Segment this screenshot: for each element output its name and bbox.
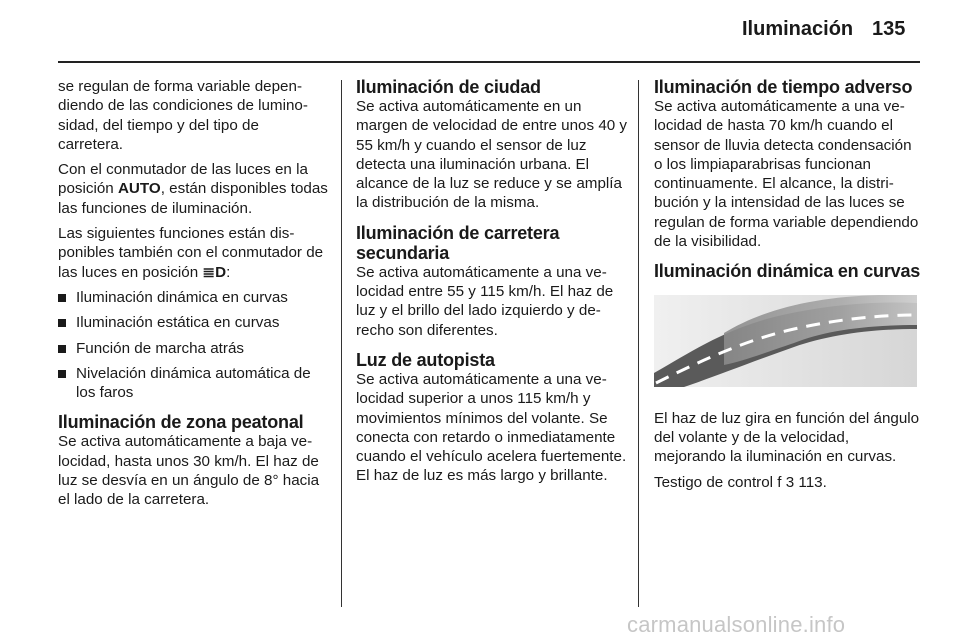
page-number: 135 [872,18,906,40]
text-span: Las siguientes funciones están disponibles también con el conmutador de las luces en posición [58,225,324,281]
heading-secondary-road: Iluminación de carretera secundaria [356,222,560,263]
page-reference-arrow-icon: 3 [785,473,795,491]
column-2 [356,77,628,492]
paragraph-warning-light [654,473,922,492]
paragraph-dynamic-curve: El haz de luz gira en función del ángulo del volante y de la velocidad, mejorando la iluminación en curvas. [654,409,920,466]
heading-city-lighting: Iluminación de ciudad [356,77,541,97]
column-divider-2 [638,80,639,607]
light-switch-symbol: ≣D [202,263,227,281]
section-title: Iluminación [742,18,854,40]
paragraph-city-lighting: Se activa automáticamente en un margen de velocidad de entre unos 40 y 55 km/h y cuando el sensor de luz detecta una iluminación urbana. El alcance de la luz se reduce y se amplía la distribución de la misma. [356,98,628,212]
text-span: Con el conmutador de las luces en la posición [58,161,308,198]
heading-dynamic-curve: Iluminación dinámica en curvas [654,261,921,282]
list-item [58,288,328,307]
heading-motorway-light: Luz de autopista [356,349,495,370]
paragraph-motorway-light: Se activa automáticamente a una velocidad superior a unos 115 km/h y movimientos mínimos del volante. Se conecta con retardo o inmediatamente cuando el vehículo acelera fuertemente. El haz de luz es más largo y brillante. [356,370,627,485]
watermark: carmanualsonline.info [627,612,846,637]
list-item-text: Nivelación dinámica automática de los faros [76,364,311,402]
list-item [58,313,328,332]
header-rule [58,61,920,63]
paragraph-secondary-road: Se activa automáticamente a una velocidad entre 55 y 115 km/h. El haz de luz y el brillo del lado izquierdo y derecho son diferentes. [356,263,614,339]
paragraph-intro: se regulan de forma variable dependiendo de las condiciones de luminosidad, del tiempo y del tipo de carretera. [58,78,308,153]
bullet-icon [58,294,66,302]
bullet-icon [58,370,66,378]
text-span: : [226,263,231,281]
paragraph-adverse-weather: Se activa automáticamente a una velocidad de hasta 70 km/h cuando el sensor de lluvia detecta condensación o los limpiaparabrisas funcionan continuamente. El alcance, la distribución y la intensidad de las luces se regulan de forma variable dependiendo de la visibilidad. [654,98,919,251]
heading-adverse-weather: Iluminación de tiempo adverso [654,77,913,97]
page-reference-link[interactable]: 113. [798,473,827,491]
text-span: , están disponibles todas las funciones de iluminación. [58,180,328,217]
bullet-icon [58,319,66,327]
column-divider-1 [341,80,342,607]
column-1 [58,77,328,516]
function-list [58,288,328,402]
paragraph-pedestrian-lighting: Se activa automáticamente a baja velocidad, hasta unos 30 km/h. El haz de luz se desvía en un ángulo de 8° hacia el lado de la carretera. [58,433,320,509]
list-item-text: Función de marcha atrás [76,339,244,357]
auto-label: AUTO [117,180,161,198]
list-item-text: Iluminación dinámica en curvas [76,288,288,306]
text-span: Testigo de control [654,473,778,491]
list-item [58,364,328,403]
list-item-text: Iluminación estática en curvas [76,314,280,332]
paragraph-auto [58,160,328,218]
list-item [58,339,328,358]
column-3 [654,77,922,498]
curve-lighting-illustration [654,295,917,387]
control-light-icon: f [777,473,782,491]
paragraph-functions [58,224,328,282]
bullet-icon [58,345,66,353]
heading-pedestrian-lighting: Iluminación de zona peatonal [58,412,304,433]
